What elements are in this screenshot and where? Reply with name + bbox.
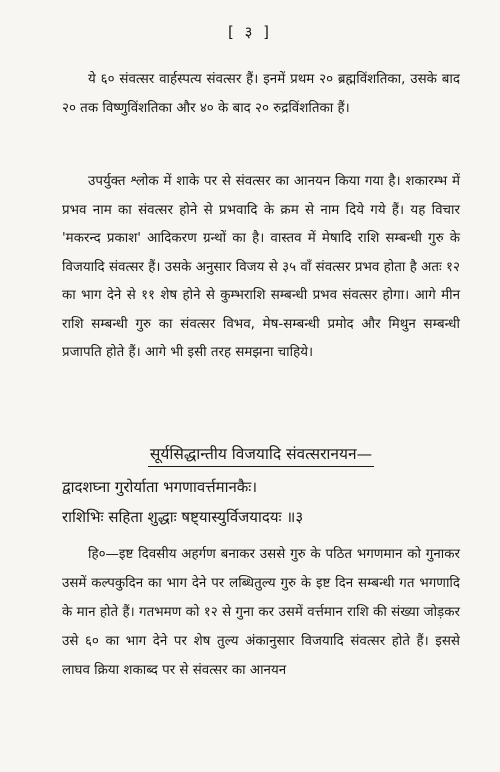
paragraph-hindi-commentary: हि०—इष्ट दिवसीय अहर्गण बनाकर उससे गुरु के पठित भगणमान को गुनाकर उसमें कल्पकुदिन का भाग देने पर लब्धितुल्य गुरु के इष्ट दिन सम्बन्धी गत भगणादि के मान होते हैं। गतभमण को १२ से गुना कर उसमें वर्त्तमान राशि की संख्या जोड़कर उसे ६० का भाग देने पर शेष तुल्य अंकानुसार विजयादि संवत्सर होते हैं। इससे लाघव क्रिया शकाब्द पर से संवत्सर का आनयन [62, 547, 460, 678]
verse-line-2: राशिभिः सहिता शुद्धाः षष्ट्यास्युर्विजयादयः ॥३ [62, 508, 304, 526]
verse-line-1: द्वादशघ्ना गुरोर्याता भगणावर्त्तमानकैः। [62, 478, 258, 496]
paragraph-samvatsar-intro: ये ६० संवत्सर वार्हस्पत्य संवत्सर हैं। इनमें प्रथम २० ब्रह्मविंशतिका, उसके बाद २० तक विष्णुविंशतिका और ४० के बाद २० रुद्रविंशतिका हैं। [62, 72, 460, 116]
section-heading-wrapper [62, 442, 460, 467]
section-heading: सूर्यसिद्धान्तीय विजयादि संवत्सरानयन— [148, 442, 374, 467]
paragraph-shloka-explanation: उपर्युक्त श्लोक में शाके पर से संवत्सर का आनयन किया गया है। शकारम्भ में प्रभव नाम का संवत्सर होने से प्रभवादि के क्रम से नाम दिये गये हैं। यह विचार 'मकरन्द प्रकाश' आदिकरण ग्रन्थों का है। वास्तव में मेषादि राशि सम्बन्धी गुरु के विजयादि संवत्सर हैं। उसके अनुसार विजय से ३५ वाँ संवत्सर प्रभव होता है अतः १२ का भाग देने से ११ शेष होने से कुम्भराशि सम्बन्धी प्रभव संवत्सर होगा। आगे मीन राशि सम्बन्धी गुरु का संवत्सर विभव, मेष-सम्बन्धी प्रमोद और मिथुन सम्बन्धी प्रजापति होते हैं। आगे भी इसी तरह समझना चाहिये। [62, 174, 460, 360]
page-number: [ ३ ] [227, 23, 273, 41]
